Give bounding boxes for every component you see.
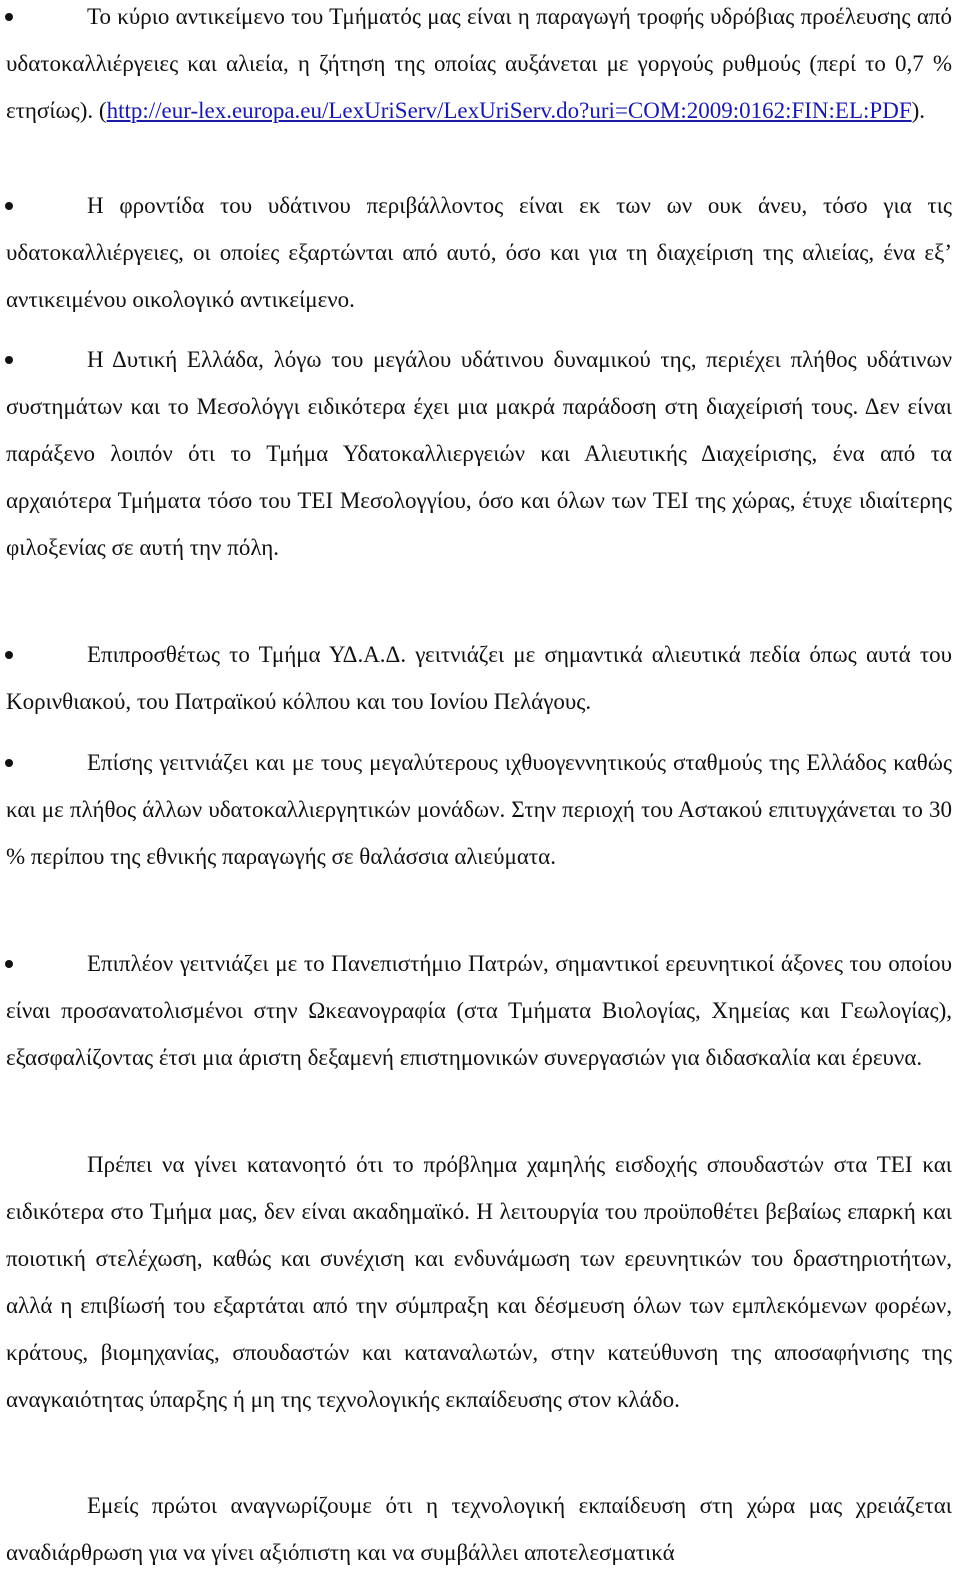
bullet-4-text: Επιπροσθέτως το Τμήμα ΥΔ.Α.Δ. γειτνιάζει με σημαντικά αλιευτικά πεδία όπως αυτά του Κορινθιακού, του Πατραϊκού κόλπου και του Ιονίου Πελάγους. xyxy=(6,642,952,714)
bullet-paragraph-4 xyxy=(6,631,952,725)
bullet-paragraph-6 xyxy=(6,940,952,1081)
bullet-icon xyxy=(5,960,13,968)
bullet-3-text: Η Δυτική Ελλάδα, λόγω του μεγάλου υδάτινου δυναμικού της, περιέχει πλήθος υδάτινων συστημάτων και το Μεσολόγγι ειδικότερα έχει μια μακρά παράδοση στη διαχείρισή τους. Δεν είναι παράξενο λοιπόν ότι το Τμήμα Υδατοκαλλιεργειών και Αλιευτικής Διαχείρισης, ένα από τα αρχαιότερα Τμήματα τόσο του ΤΕΙ Μεσολογγίου, όσο και όλων των ΤΕΙ της χώρας, έτυχε ιδιαίτερης φιλοξενίας σε αυτή την πόλη. xyxy=(6,347,952,560)
paragraph-2-text: Εμείς πρώτοι αναγνωρίζουμε ότι η τεχνολογική εκπαίδευση στη χώρα μας χρειάζεται αναδιάρθρωση για να γίνει αξιόπιστη και να συμβάλλει αποτελεσματικά xyxy=(6,1493,952,1565)
bullet-paragraph-1 xyxy=(6,0,952,134)
bullet-icon xyxy=(5,356,13,364)
bullet-icon xyxy=(5,202,13,210)
bullet-1-text: Το κύριο αντικείμενο του Τμήματός μας είναι η παραγωγή τροφής υδρόβιας προέλευσης από υδατοκαλλιέργειες και αλιεία, η ζήτηση της οποίας αυξάνεται με γοργούς ρυθμούς (περί το 0,7 % ετησίως). ( xyxy=(6,4,952,123)
bullet-icon xyxy=(5,759,13,767)
body-paragraph-2 xyxy=(6,1482,952,1576)
bullet-2-text: Η φροντίδα του υδάτινου περιβάλλοντος είναι εκ των ων ουκ άνευ, τόσο για τις υδατοκαλλιέργειες, οι οποίες εξαρτώνται από αυτό, όσο και για τη διαχείριση της αλιείας, ένα εξ’ αντικειμένου οικολογικό αντικείμενο. xyxy=(6,193,952,312)
bullet-6-text: Επιπλέον γειτνιάζει με το Πανεπιστήμιο Πατρών, σημαντικοί ερευνητικοί άξονες του οποίου είναι προσανατολισμένοι στην Ωκεανογραφία (στα Τμήματα Βιολογίας, Χημείας και Γεωλογίας), εξασφαλίζοντας έτσι μια άριστη δεξαμενή επιστημονικών συνεργασιών για διδασκαλία και έρευνα. xyxy=(6,951,952,1070)
bullet-paragraph-2 xyxy=(6,182,952,323)
bullet-icon xyxy=(5,651,13,659)
bullet-5-text: Επίσης γειτνιάζει και με τους μεγαλύτερους ιχθυογεννητικούς σταθμούς της Ελλάδος καθώς και με πλήθος άλλων υδατοκαλλιεργητικών μονάδων. Στην περιοχή του Αστακού επιτυγχάνεται το 30 % περίπου της εθνικής παραγωγής σε θαλάσσια αλιεύματα. xyxy=(6,750,952,869)
bullet-icon xyxy=(5,13,13,21)
body-paragraph-1 xyxy=(6,1141,952,1423)
bullet-1-tail: ). xyxy=(911,98,926,123)
paragraph-1-text: Πρέπει να γίνει κατανοητό ότι το πρόβλημα χαμηλής εισδοχής σπουδαστών στα ΤΕΙ και ειδικότερα στο Τμήμα μας, δεν είναι ακαδημαϊκό. Η λειτουργία του προϋποθέτει βεβαίως επαρκή και ποιοτική στελέχωση, καθώς και συνέχιση και ενδυνάμωση των ερευνητικών του δραστηριοτήτων, αλλά η επιβίωσή του εξαρτάται από την σύμπραξη και δέσμευση όλων των εμπλεκόμενων φορέων, κράτους, βιομηχανίας, σπουδαστών και καταναλωτών, στην κατεύθυνση της αποσαφήνισης της αναγκαιότητας ύπαρξης ή μη της τεχνολογικής εκπαίδευσης στον κλάδο. xyxy=(6,1152,952,1412)
bullet-paragraph-3 xyxy=(6,336,952,571)
bullet-paragraph-5 xyxy=(6,739,952,880)
eur-lex-link[interactable]: http://eur-lex.europa.eu/LexUriServ/LexUriServ.do?uri=COM:2009:0162:FIN:EL:PDF xyxy=(106,98,912,123)
